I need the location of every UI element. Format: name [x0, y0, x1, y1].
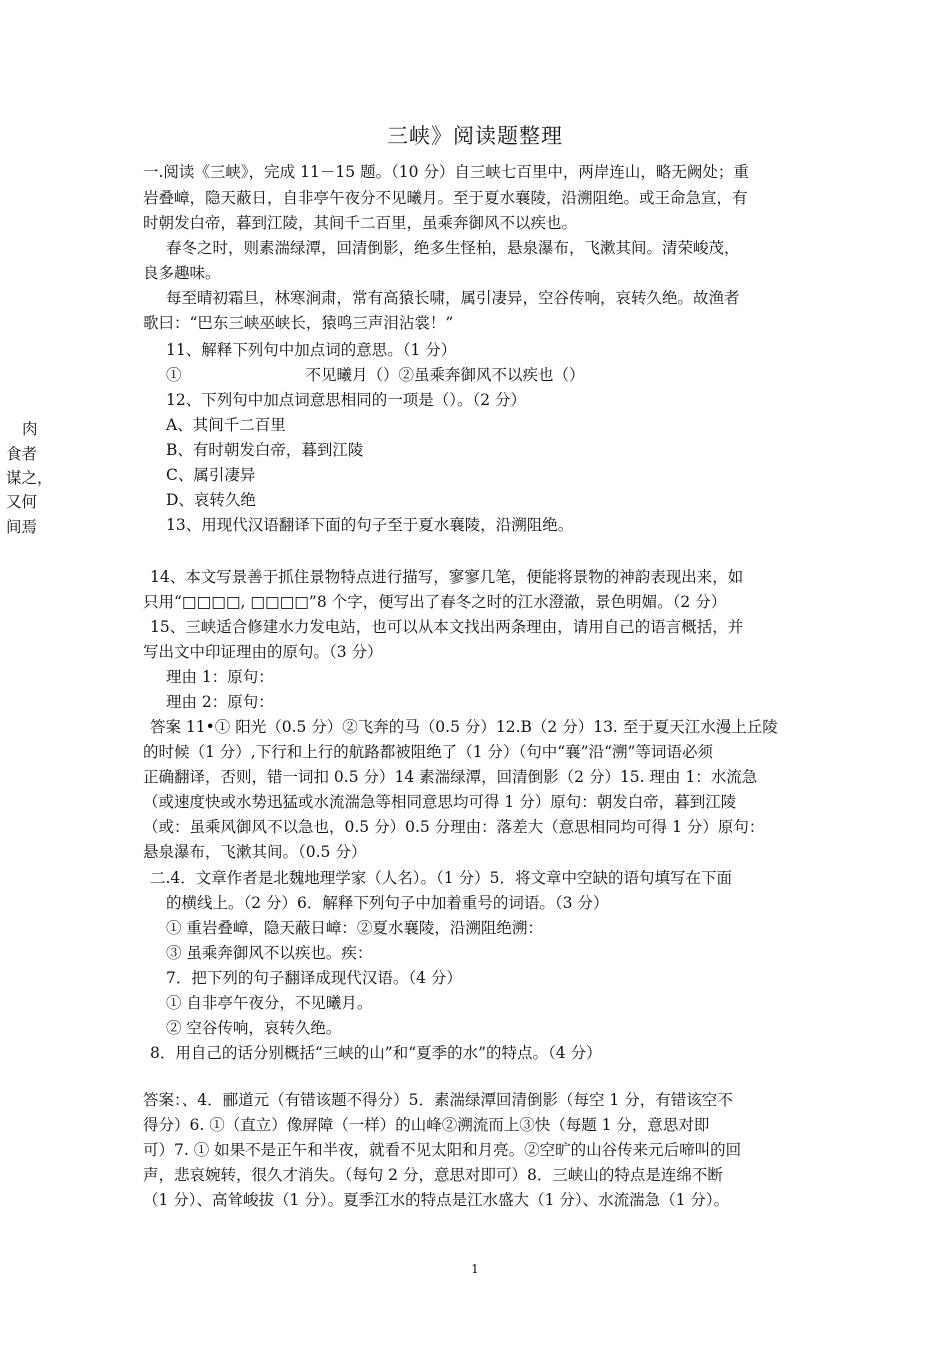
text-line: 理由 2：原句： — [166, 693, 274, 711]
section-two: 二.4．文章作者是北魏地理学家（人名）。（1 分）5．将文章中空缺的语句填写在下面 — [150, 869, 732, 887]
text-line: 岩叠嶂，隐天蔽日，自非亭午夜分不见曦月。至于夏水襄陵，沿溯阻绝。或王命急宣，有 — [143, 189, 748, 207]
text-line: ① 自非亭午夜分，不见曦月。 — [166, 994, 373, 1012]
option-b: B、有时朝发白帝，暮到江陵 — [166, 441, 364, 459]
text-line: 写出文中印证理由的原句。（3 分） — [143, 643, 383, 661]
answer-line: （或速度快或水势迅猛或水流湍急等相同意思均可得 1 分）原句：朝发白帝，暮到江陵 — [143, 793, 737, 811]
question-7: 7．把下列的句子翻译成现代汉语。（4 分） — [166, 969, 462, 987]
answer-line: 声，悲哀婉转，很久才消失。（每句 2 分，意思对即可）8．三峡山的特点是连绵不断 — [143, 1166, 723, 1184]
text-line: 良多趣味。 — [143, 264, 221, 282]
side-text: 食者 — [6, 445, 38, 463]
answer-line: 答案：、4．郦道元（有错该题不得分）5．素湍绿潭回清倒影（每空 1 分，有错该空不 — [143, 1091, 733, 1109]
text-line: 歌曰：“巴东三峡巫峡长，猿鸣三声泪沾裳！” — [143, 314, 454, 332]
text-line: 的横线上。（2 分）6．解释下列句子中加着重号的词语。（3 分） — [166, 894, 609, 912]
option-d: D、哀转久绝 — [166, 491, 256, 509]
answer-line: 悬泉瀑布，飞漱其间。（0.5 分） — [143, 843, 367, 861]
side-text: 间焉 — [6, 518, 38, 536]
answer-line: 可）7. ① 如果不是正午和半夜，就看不见太阳和月亮。②空旷的山谷传来元后啼叫的回 — [143, 1141, 742, 1159]
question-11: 11、解释下列句中加点词的意思。（1 分） — [166, 341, 457, 359]
text-line: ② 空谷传响，哀转久绝。 — [166, 1019, 342, 1037]
side-text: 谋之， — [6, 469, 53, 487]
text-line: ③ 虽乘奔御风不以疾也。疾： — [166, 944, 373, 962]
question-12: 12、下列句中加点词意思相同的一项是（）。（2 分） — [166, 391, 527, 409]
question-14: 14、本文写景善于抓住景物特点进行描写，寥寥几笔，便能将景物的神韵表现出来，如 — [150, 568, 744, 586]
answer-line: （1 分）、高耸峻拔（1 分）。夏季江水的特点是江水盛大（1 分）、水流湍急（1 分）。 — [143, 1191, 730, 1209]
side-text: 又何 — [6, 493, 38, 511]
question-13: 13、用现代汉语翻译下面的句子至于夏水襄陵，沿溯阻绝。 — [166, 516, 574, 534]
question-15: 15、三峡适合修建水力发电站，也可以从本文找出两条理由，请用自己的语言概括，并 — [150, 618, 744, 636]
text-line: 春冬之时，则素湍绿潭，回清倒影，绝多生怪柏，悬泉瀑布，飞漱其间。清荣峻茂， — [166, 239, 740, 257]
side-text: 肉 — [22, 420, 38, 438]
text-line: 每至晴初霜旦，林寒涧肃，常有高猿长啸，属引凄异，空谷传响，哀转久绝。故渔者 — [166, 289, 740, 307]
option-c: C、属引凄异 — [166, 466, 256, 484]
question-8: 8．用自己的话分别概括“三峡的山”和“夏季的水”的特点。（4 分） — [150, 1044, 602, 1062]
text-line: 只用“□□□□, □□□□”8 个字，便写出了春冬之时的江水澄澈，景色明媚。（2 分） — [143, 593, 727, 611]
option-a: A、其间千二百里 — [166, 416, 286, 434]
answer-line: 答案 11•① 阳光（0.5 分）②飞奔的马（0.5 分）12.B（2 分）13. 至于夏天江水漫上丘陵 — [150, 718, 778, 736]
answer-line: （或：虽乘风御风不以急也，0.5 分）0.5 分理由：落差大（意思相同均可得 1 分）原句： — [143, 818, 765, 836]
text-line: ① 重岩叠嶂，隐天蔽日嶂：②夏水襄陵，沿溯阻绝溯： — [166, 919, 543, 937]
answer-line: 的时候（1 分）,下行和上行的航路都被阻绝了（1 分）（句中“襄”沿“溯”等词语必须 — [143, 743, 713, 761]
text-line: ① 不见曦月（）②虽乘奔御风不以疾也（） — [166, 366, 585, 384]
text-line: 时朝发白帝，暮到江陵，其间千二百里，虽乘奔御风不以疾也。 — [143, 214, 578, 232]
text-line: 一.阅读《三峡》，完成 11－15 题。（10 分）自三峡七百里中，两岸连山，略无阙处；重 — [143, 163, 749, 181]
page-title: 三峡》阅读题整理 — [387, 124, 563, 148]
page-number: 1 — [471, 1262, 479, 1276]
answer-line: 得分）6. ①（直立）像屏障（一样）的山峰②溯流而上③快（每题 1 分，意思对即 — [143, 1116, 710, 1134]
text-line: 理由 1：原句： — [166, 668, 274, 686]
answer-line: 正确翻译，否则，错一词扣 0.5 分）14 素湍绿潭，回清倒影（2 分）15. 理由 1：水流急 — [143, 768, 758, 786]
